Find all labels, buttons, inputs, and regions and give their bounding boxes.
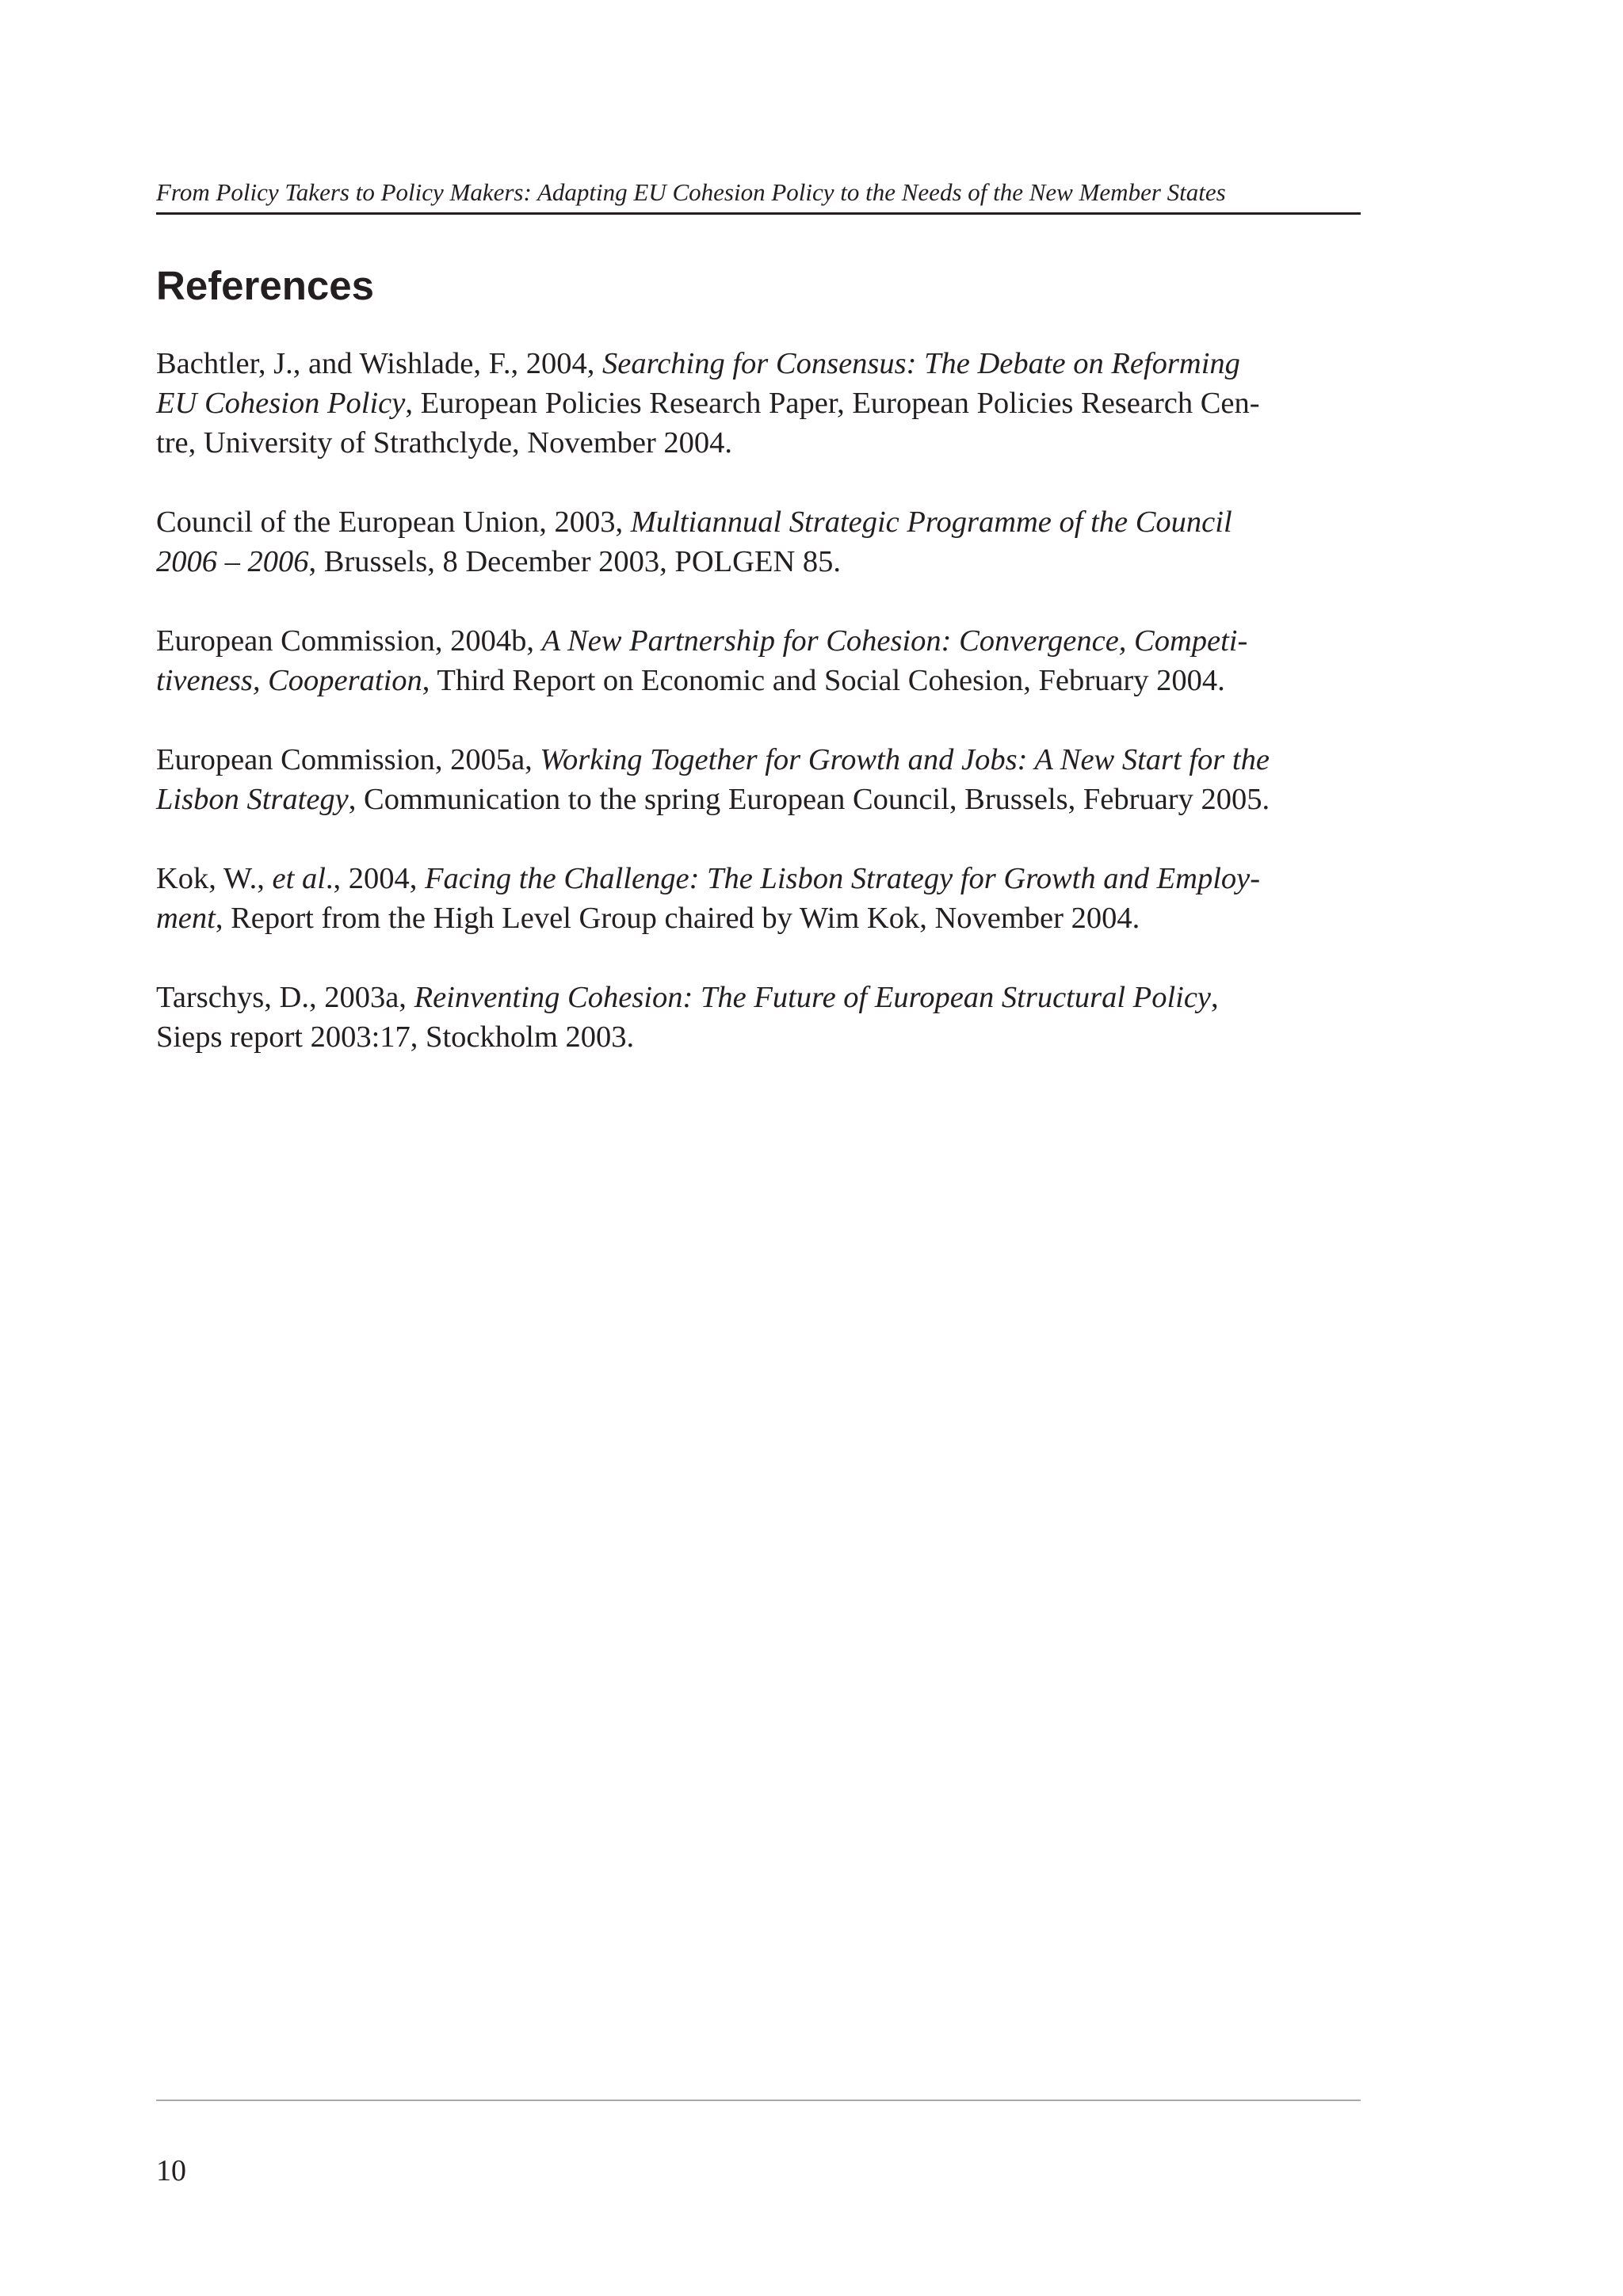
header-rule xyxy=(156,212,1361,215)
reference-text: , Third Report on Economic and Social Cohesion, February 2004. xyxy=(422,664,1225,697)
reference-line xyxy=(156,502,1361,542)
reference-text: European Commission, 2005a, xyxy=(156,743,540,776)
reference-line xyxy=(156,859,1361,898)
reference-text: ., 2004, xyxy=(325,862,426,895)
reference-text: , Communication to the spring European Council, Brussels, February 2005. xyxy=(348,783,1270,816)
reference-entry xyxy=(156,344,1361,463)
reference-italic-text: A New Partnership for Cohesion: Convergence, Competi- xyxy=(541,624,1248,658)
section-title: References xyxy=(156,263,374,308)
reference-italic-text: Reinventing Cohesion: The Future of European Structural Policy xyxy=(414,981,1212,1014)
reference-italic-text: Lisbon Strategy xyxy=(156,783,349,816)
reference-entry xyxy=(156,621,1361,700)
reference-italic-text: tiveness, Cooperation xyxy=(156,664,422,697)
reference-entry xyxy=(156,740,1361,819)
running-header: From Policy Takers to Policy Makers: Adapting EU Cohesion Policy to the Needs of the New Member States xyxy=(156,178,1226,206)
reference-line xyxy=(156,978,1361,1017)
reference-text: , Report from the High Level Group chaired by Wim Kok, November 2004. xyxy=(215,902,1140,935)
reference-italic-text: Searching for Consensus: The Debate on Reforming xyxy=(602,347,1240,380)
reference-italic-text: et al xyxy=(272,862,326,895)
reference-text: Tarschys, D., 2003a, xyxy=(156,981,414,1014)
reference-text: , Brussels, 8 December 2003, POLGEN 85. xyxy=(308,545,842,578)
document-page xyxy=(156,0,1361,2296)
reference-text: , European Policies Research Paper, European Policies Research Cen- xyxy=(405,387,1260,420)
page-number: 10 xyxy=(156,2154,186,2187)
reference-line xyxy=(156,780,1361,819)
reference-line xyxy=(156,740,1361,780)
reference-line xyxy=(156,621,1361,661)
reference-list xyxy=(156,344,1361,1097)
reference-text: European Commission, 2004b, xyxy=(156,624,542,658)
reference-italic-text: EU Cohesion Policy xyxy=(156,387,406,420)
footer-rule xyxy=(156,2100,1361,2101)
reference-text: tre, University of Strathclyde, November 2004. xyxy=(156,426,733,460)
reference-line xyxy=(156,383,1361,423)
reference-line xyxy=(156,1017,1361,1057)
reference-line xyxy=(156,661,1361,700)
reference-italic-text: Working Together for Growth and Jobs: A New Start for the xyxy=(540,743,1270,776)
reference-italic-text: ment xyxy=(156,902,216,935)
reference-entry xyxy=(156,978,1361,1057)
reference-italic-text: 2006 – 2006 xyxy=(156,545,309,578)
reference-line xyxy=(156,898,1361,938)
reference-text: Bachtler, J., and Wishlade, F., 2004, xyxy=(156,347,603,380)
reference-italic-text: Facing the Challenge: The Lisbon Strategy for Growth and Employ- xyxy=(425,862,1261,895)
reference-line xyxy=(156,423,1361,463)
reference-text: , xyxy=(1211,981,1219,1014)
reference-entry xyxy=(156,502,1361,582)
reference-line xyxy=(156,542,1361,582)
reference-text: Council of the European Union, 2003, xyxy=(156,505,631,539)
reference-line xyxy=(156,344,1361,383)
reference-italic-text: Multiannual Strategic Programme of the Council xyxy=(630,505,1232,539)
reference-text: Kok, W., xyxy=(156,862,273,895)
reference-text: Sieps report 2003:17, Stockholm 2003. xyxy=(156,1020,635,1054)
reference-entry xyxy=(156,859,1361,938)
